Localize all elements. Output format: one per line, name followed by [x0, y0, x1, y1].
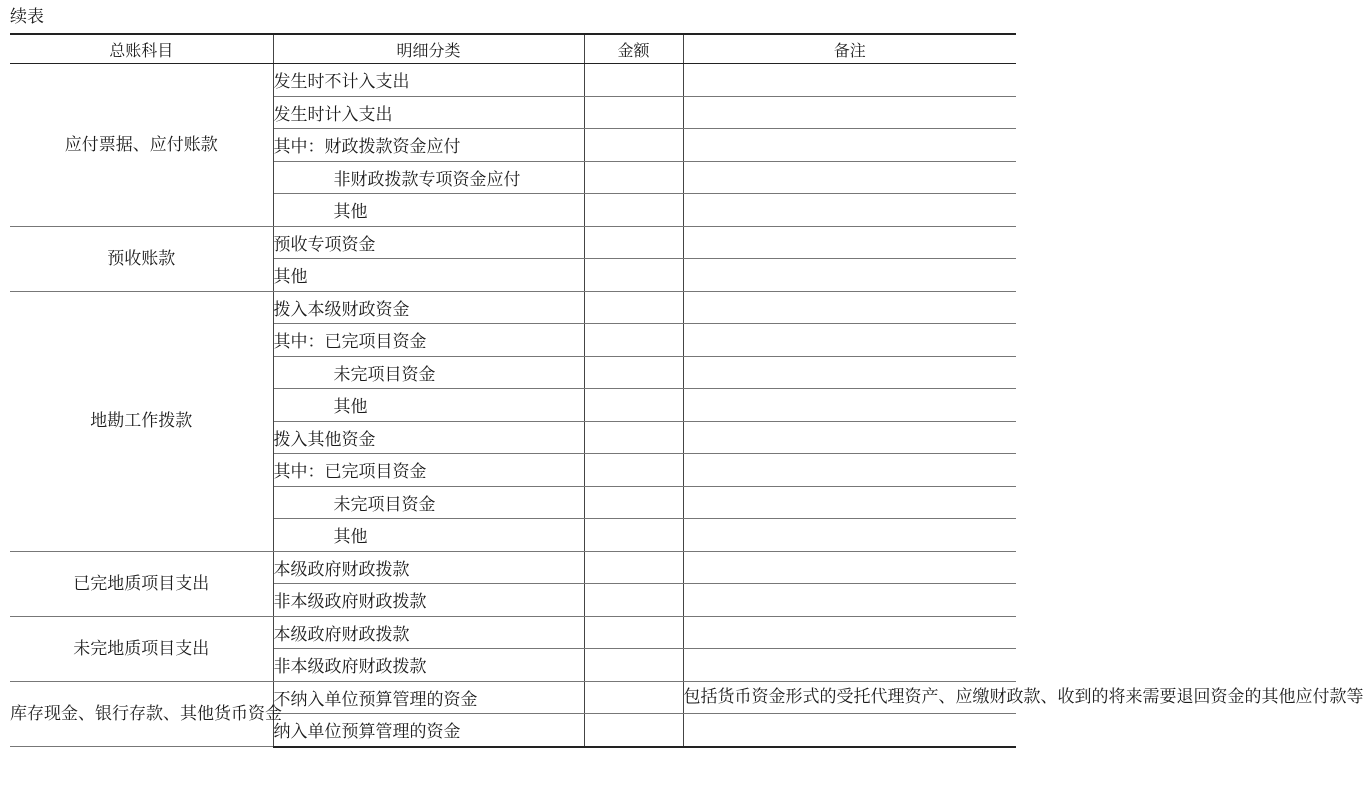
- amount-cell: [584, 324, 683, 357]
- header-note: 备注: [683, 34, 1016, 64]
- detail-cell: 不纳入单位预算管理的资金: [273, 681, 584, 714]
- amount-cell: [584, 161, 683, 194]
- detail-cell: 其中：财政拨款资金应付: [273, 129, 584, 162]
- table-row: [10, 616, 1016, 649]
- detail-cell: 预收专项资金: [273, 226, 584, 259]
- detail-cell: 本级政府财政拨款: [273, 616, 584, 649]
- account-cell: 地勘工作拨款: [10, 291, 273, 551]
- note-cell: [683, 389, 1016, 422]
- note-cell: [683, 161, 1016, 194]
- detail-cell: 拨入其他资金: [273, 421, 584, 454]
- note-cell: [683, 616, 1016, 649]
- account-cell: 库存现金、银行存款、其他货币资金: [10, 681, 273, 747]
- note-cell: [683, 324, 1016, 357]
- detail-cell: 其他: [273, 194, 584, 227]
- amount-cell: [584, 616, 683, 649]
- amount-cell: [584, 551, 683, 584]
- header-row: [10, 34, 1016, 64]
- amount-cell: [584, 356, 683, 389]
- header-account: 总账科目: [10, 34, 273, 64]
- detail-cell: 纳入单位预算管理的资金: [273, 714, 584, 747]
- account-cell: 应付票据、应付账款: [10, 64, 273, 227]
- amount-cell: [584, 96, 683, 129]
- note-cell: [683, 519, 1016, 552]
- amount-cell: [584, 486, 683, 519]
- detail-cell: 其中：已完项目资金: [273, 324, 584, 357]
- note-cell: [683, 649, 1016, 682]
- note-cell: [683, 454, 1016, 487]
- detail-cell: 非本级政府财政拨款: [273, 584, 584, 617]
- note-cell: [683, 486, 1016, 519]
- amount-cell: [584, 291, 683, 324]
- header-amount: 金额: [584, 34, 683, 64]
- detail-cell: 非财政拨款专项资金应付: [273, 161, 584, 194]
- account-cell: 已完地质项目支出: [10, 551, 273, 616]
- amount-cell: [584, 649, 683, 682]
- detail-cell: 发生时计入支出: [273, 96, 584, 129]
- detail-cell: 本级政府财政拨款: [273, 551, 584, 584]
- detail-cell: 发生时不计入支出: [273, 64, 584, 97]
- amount-cell: [584, 421, 683, 454]
- detail-cell: 拨入本级财政资金: [273, 291, 584, 324]
- note-cell: [683, 259, 1016, 292]
- amount-cell: [584, 389, 683, 422]
- note-cell: [683, 129, 1016, 162]
- table-row: [10, 64, 1016, 97]
- ledger-table: [10, 33, 1364, 748]
- table-caption: 续表: [10, 7, 44, 27]
- amount-cell: [584, 129, 683, 162]
- amount-cell: [584, 584, 683, 617]
- note-cell: [683, 421, 1016, 454]
- table-row: [10, 551, 1016, 584]
- note-cell: [683, 551, 1016, 584]
- detail-cell: 其他: [273, 259, 584, 292]
- note-cell: [683, 64, 1016, 97]
- detail-cell: 未完项目资金: [273, 486, 584, 519]
- detail-cell: 非本级政府财政拨款: [273, 649, 584, 682]
- note-cell: [683, 96, 1016, 129]
- amount-cell: [584, 519, 683, 552]
- note-cell: [683, 584, 1016, 617]
- amount-cell: [584, 226, 683, 259]
- detail-cell: 其他: [273, 519, 584, 552]
- amount-cell: [584, 714, 683, 747]
- detail-cell: 其他: [273, 389, 584, 422]
- note-cell: [683, 226, 1016, 259]
- amount-cell: [584, 454, 683, 487]
- table-row: [10, 291, 1016, 324]
- detail-cell: 未完项目资金: [273, 356, 584, 389]
- account-cell: 预收账款: [10, 226, 273, 291]
- amount-cell: [584, 194, 683, 227]
- note-cell: [683, 194, 1016, 227]
- account-cell: 未完地质项目支出: [10, 616, 273, 681]
- note-cell: [683, 714, 1016, 747]
- note-cell: [683, 356, 1016, 389]
- table-row: [10, 226, 1016, 259]
- amount-cell: [584, 681, 683, 714]
- header-detail: 明细分类: [273, 34, 584, 64]
- detail-cell: 其中：已完项目资金: [273, 454, 584, 487]
- table-row: [10, 681, 1016, 714]
- note-cell: 包括货币资金形式的受托代理资产、应缴财政款、收到的将来需要退回资金的其他应付款等: [683, 681, 1016, 714]
- amount-cell: [584, 259, 683, 292]
- amount-cell: [584, 64, 683, 97]
- note-cell: [683, 291, 1016, 324]
